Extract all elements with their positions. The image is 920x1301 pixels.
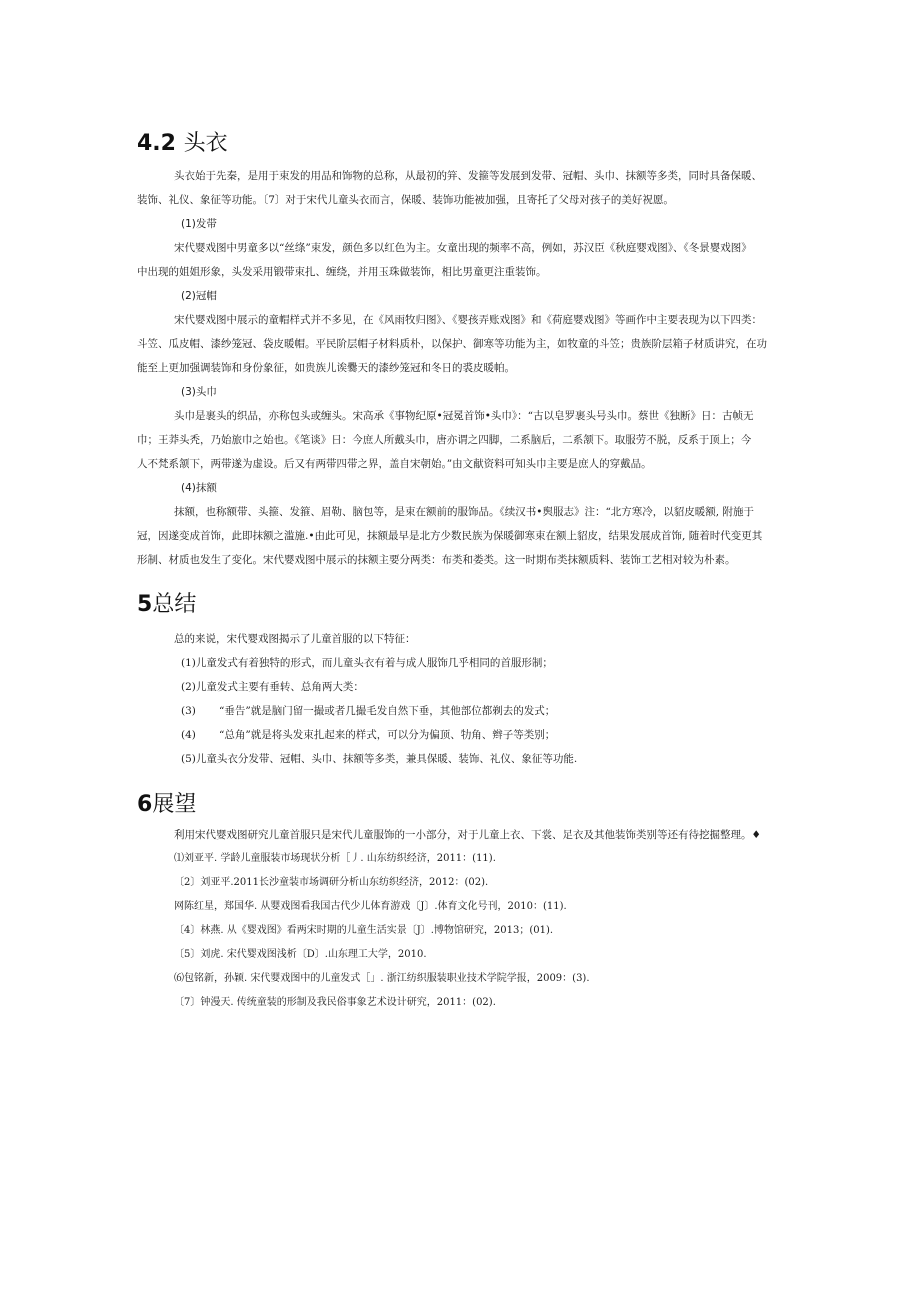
paragraph-line: 宋代婴戏图中展示的童帽样式并不多见，在《风雨牧归图》、《婴孩弄账戏图》和《荷庭婴戏图》等画作中主要表现为以下四类：	[174, 314, 762, 326]
reference-item: 〔5〕刘虎. 宋代婴戏图浅析〔D〕.山东理工大学，2010.	[174, 949, 427, 960]
paragraph-line: 能至上更加强调装饰和身份象征，如贵族儿诶爨天的漆纱笼冠和冬日的裘皮暖帕。	[137, 362, 515, 374]
reference-item: ⑹包铭新，孙颖. 宋代婴戏图中的儿童发式［」. 浙江纺织服装职业技术学院学报，2009：(3).	[174, 973, 590, 984]
reference-item: 〔4〕林燕. 从《婴戏图》看两宋时期的儿童生活实景〔J〕.博物馆研究，2013；(01).	[174, 925, 554, 936]
paragraph-line: 装饰、礼仪、象征等功能。〔7〕对于宋代儿童头衣而言，保暖、装饰功能被加强，且寄托了父母对孩子的美好祝愿。	[137, 194, 674, 206]
reference-item: 网陈红星，郑国华. 从婴戏图看我国古代少儿体育游戏〔J〕.体育文化号刊，2010：(11).	[174, 901, 567, 912]
reference-item: 〔2〕刘亚平.2011长沙童装市场调研分析山东纺织经济，2012：(02).	[174, 877, 489, 888]
paragraph-line: 中出现的姐姐形象，头发采用锻带束扎、缠绕，并用玉珠做装饰，相比男童更注重装饰。	[137, 266, 547, 278]
paragraph-line: 斗笠、瓜皮帽、漆纱笼冠、袋皮暖帽。平民阶层帽子材料质朴，以保护、御寒等功能为主，如牧童的斗笠；贵族阶层箱子材质讲究，在功	[137, 338, 767, 350]
summary-item: (2)儿童发式主要有垂转、总角两大类：	[181, 681, 364, 693]
paragraph-line: 抹额，也称额带、头箍、发箍、眉勒、脑包等，是束在额前的服饰品。《续汉书•舆服志》注：“北方寒冷，以貂皮暖额, 附施于	[174, 506, 754, 518]
paragraph-line: 利用宋代婴戏图研究儿童首服只是宋代儿童服饰的一小部分，对于儿童上衣、下裳、足衣及其他装饰类别等还有待挖掘整理。♦	[174, 829, 761, 841]
paragraph-line: 宋代婴戏图中男童多以“丝绦”束发，颜色多以红色为主。女童出现的频率不高，例如，苏汉臣《秋庭婴戏图》、《冬景婴戏图》	[174, 242, 752, 254]
reference-item: ⑴刘亚平. 学龄儿童服装市场现状分析［丿. 山东纺织经济，2011：(11).	[174, 853, 496, 864]
paragraph-line: 巾；王莽头秃，乃始旅巾之始也。《笔谈》日：今庶人所戴头巾，唐亦谓之四脚，二系脑后，二系颔下。取服劳不脱，反系于顶上；今	[137, 434, 752, 446]
reference-item: 〔7〕钟漫天. 传统童装的形制及我民俗事象艺术设计研究，2011：(02).	[174, 997, 496, 1008]
section-title: 头衣	[183, 131, 228, 156]
item-text: “垂告”就是脑门留一撮或者几撮毛发自然下垂，其他部位都剃去的发式；	[219, 705, 556, 717]
paragraph-line: 人不梵系颔下，两带遂为虚设。后又有两带四带之界，盖自宋朝始。”由文献资料可知头巾主要是庶人的穿戴品。	[137, 458, 652, 470]
paragraph-line: 总的来说，宋代婴戏图揭示了儿童首服的以下特征：	[174, 633, 416, 645]
section-heading-6	[137, 792, 196, 818]
item-number: (3)	[181, 705, 196, 717]
summary-item	[181, 728, 555, 742]
subsection-title-forehead-band: (4)抹额	[181, 482, 217, 494]
item-text: “总角”就是将头发束扎起来的样式，可以分为偏顶、牞角、辫子等类别；	[219, 729, 556, 741]
section-number: 4.2	[137, 131, 176, 156]
paragraph-line: 冠，因遂变成首饰，此即抹额之滥施.•由此可见，抹额最早是北方少数民族为保暖御寒束在额上貂皮，结果发展成首饰, 随着时代变更其	[137, 530, 763, 542]
section-heading-5	[137, 592, 196, 618]
paragraph-line: 形制、材质也发生了变化。宋代婴戏图中展示的抹额主要分两类：布类和娄类。这一时期布类抹额质料、装饰工艺相对较为朴素。	[137, 554, 736, 566]
summary-item: (1)儿童发式有着独特的形式，而儿童头衣有着与成人服饰几乎相同的首服形制；	[181, 657, 553, 669]
section-title: 总结	[152, 592, 197, 617]
section-heading-4-2	[137, 131, 228, 157]
section-number: 5	[137, 592, 153, 617]
section-number: 6	[137, 792, 153, 817]
summary-item: (5)儿童头衣分发带、冠帽、头巾、抹额等多类，兼具保暖、装饰、礼仪、象征等功能.	[181, 753, 578, 765]
subsection-title-hair-band: (1)发带	[181, 218, 217, 230]
section-title: 展望	[152, 792, 197, 817]
subsection-title-headscarf: (3)头巾	[181, 386, 217, 398]
paragraph-line: 头巾是裹头的织品，亦称包头或缠头。宋高承《事物纪原•冠冕首饰•头巾》：“古以皂罗裹头号头巾。蔡世《独断》日：古帧无	[174, 410, 754, 422]
subsection-title-caps: (2)冠帽	[181, 290, 217, 302]
item-number: (4)	[181, 729, 196, 741]
paragraph-line: 头衣始于先秦，是用于束发的用品和饰物的总称，从最初的笄、发箍等发展到发带、冠帽、头巾、抹额等多类，同时具备保暖、	[174, 170, 762, 182]
summary-item	[181, 704, 555, 718]
